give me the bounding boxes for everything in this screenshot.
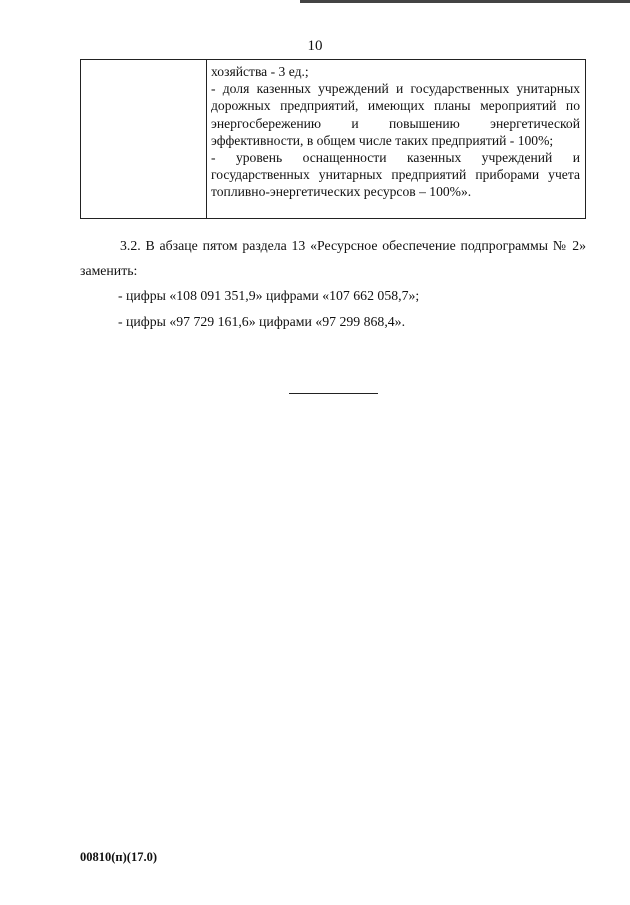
indicators-table xyxy=(80,59,586,219)
replacement-line-2: - цифры «97 729 161,6» цифрами «97 299 868,4». xyxy=(118,314,406,329)
separator-line xyxy=(289,393,378,394)
paragraph-3-2: 3.2. В абзаце пятом раздела 13 «Ресурсное обеспечение подпрограммы № 2» заменить: xyxy=(80,238,586,278)
page-number: 10 xyxy=(307,38,323,54)
table-line-3: - уровень оснащенности казенных учреждений и государственных унитарных предприятий приборами учета топливно-энергетических ресурсов – 100%». xyxy=(211,150,580,200)
table-left-cell xyxy=(81,60,207,218)
table-line-2: - доля казенных учреждений и государственных унитарных дорожных предприятий, имеющих планы мероприятий по энергосбережению и повышению энергетической эффективности, в общем числе таких предприятий - 100%; xyxy=(211,81,580,148)
table-right-cell xyxy=(207,60,585,218)
document-code: 00810(п)(17.0) xyxy=(80,850,157,864)
scan-edge-mark xyxy=(300,0,630,3)
replacement-line-1: - цифры «108 091 351,9» цифрами «107 662 058,7»; xyxy=(118,288,420,303)
table-line-1: хозяйства - 3 ед.; xyxy=(211,64,309,79)
